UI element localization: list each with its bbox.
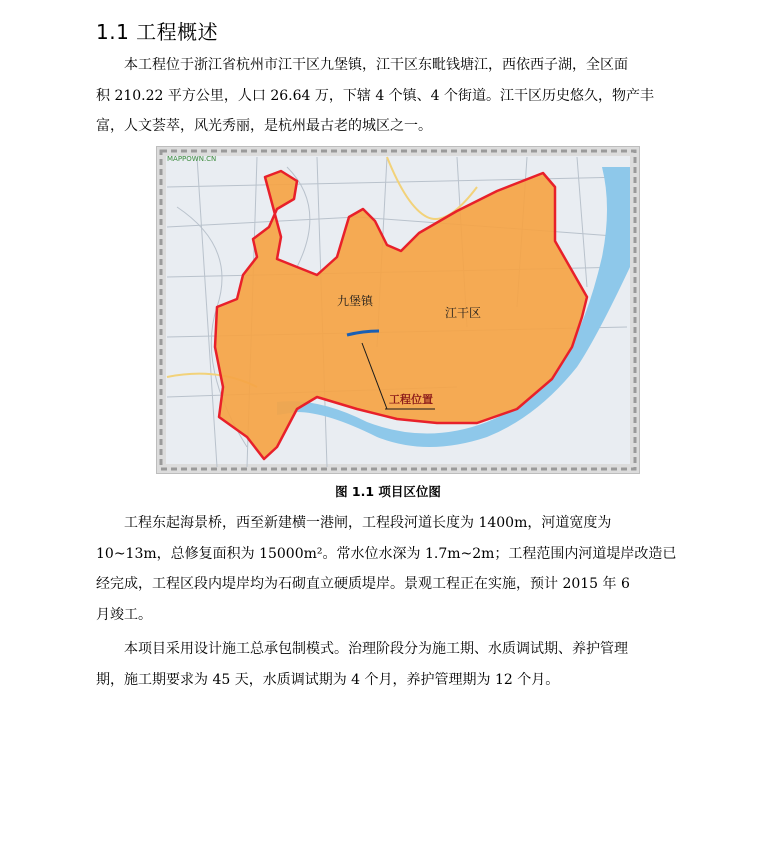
paragraph-line: 10~13m，总修复面积为 15000m²。常水位水深为 1.7m~2m；工程范围内河道堤岸改造已 (96, 545, 677, 562)
paragraph-schedule (96, 634, 700, 695)
paragraph-line: 本工程位于浙江省杭州市江干区九堡镇，江干区东毗钱塘江，西依西子湖，全区面 (124, 57, 628, 73)
location-map-figure (156, 146, 640, 474)
paragraph-location (96, 50, 700, 142)
map-watermark: MAPPOWN.CN (167, 155, 217, 163)
map-label-jianggan: 江干区 (445, 306, 482, 320)
section-title: 工程概述 (136, 20, 219, 44)
map-label-jiubao: 九堡镇 (337, 294, 374, 308)
paragraph-line: 经完成，工程区段内堤岸均为石砌直立硬质堤岸。景观工程正在实施，预计 2015 年 6 (96, 576, 630, 592)
paragraph-scope (96, 508, 700, 630)
paragraph-line: 积 210.22 平方公里，人口 26.64 万，下辖 4 个镇、4 个街道。江干区历史悠久，物产丰 (96, 87, 655, 104)
paragraph-line: 本项目采用设计施工总承包制模式。治理阶段分为施工期、水质调试期、养护管理 (124, 641, 628, 657)
location-map (157, 147, 639, 473)
section-heading (96, 16, 218, 45)
paragraph-line: 月竣工。 (96, 606, 152, 623)
paragraph-line: 工程东起海景桥，西至新建横一港闸，工程段河道长度为 1400m，河道宽度为 (124, 515, 612, 531)
paragraph-line: 期，施工期要求为 45 天，水质调试期为 4 个月，养护管理期为 12 个月。 (96, 671, 560, 688)
map-label-project: 工程位置 (389, 393, 433, 406)
section-number: 1.1 (96, 20, 130, 44)
paragraph-line: 富，人文荟萃，风光秀丽，是杭州最古老的城区之一。 (96, 118, 432, 134)
figure-caption: 图 1.1 项目区位图 (335, 484, 441, 499)
